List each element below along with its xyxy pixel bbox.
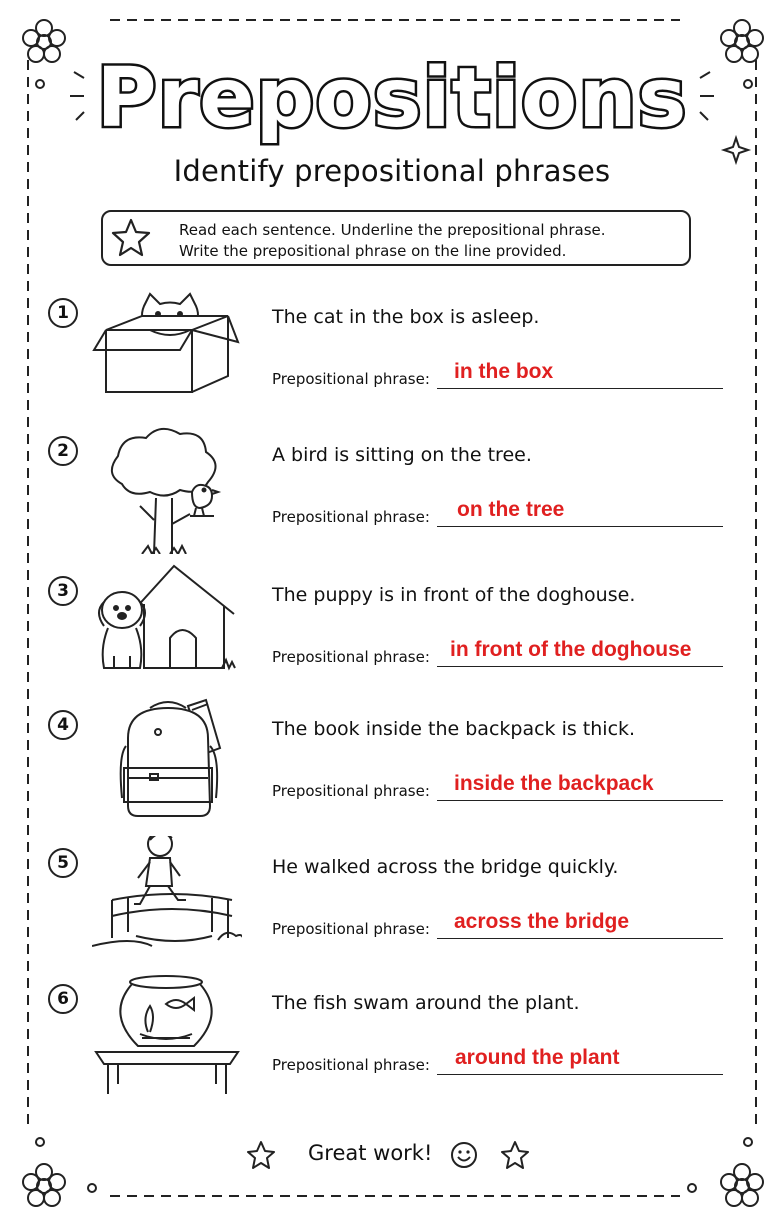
item-sentence: The book inside the backpack is thick. — [272, 718, 636, 740]
answer-line[interactable] — [437, 526, 723, 527]
item-number: 6 — [48, 984, 78, 1014]
page-subtitle: Identify prepositional phrases — [173, 154, 611, 188]
item-sentence: He walked across the bridge quickly. — [272, 856, 619, 878]
footer-text: Great work! — [308, 1141, 433, 1165]
answer-text: in front of the doghouse — [450, 638, 692, 661]
answer-line[interactable] — [437, 800, 723, 801]
answer-line[interactable] — [437, 1074, 723, 1075]
exercise-item-6 — [0, 984, 784, 1114]
answer-text: on the tree — [457, 498, 565, 521]
instructions-text — [179, 220, 606, 262]
answer-label: Prepositional phrase: — [272, 1056, 430, 1074]
answer-label: Prepositional phrase: — [272, 370, 430, 388]
exercise-item-4 — [0, 710, 784, 840]
answer-text: across the bridge — [454, 910, 630, 933]
answer-text: around the plant — [455, 1046, 620, 1069]
item-number: 2 — [48, 436, 78, 466]
fishbowl-icon — [92, 972, 242, 1102]
item-sentence: A bird is sitting on the tree. — [272, 444, 532, 466]
answer-line[interactable] — [437, 388, 723, 389]
instructions-line-2: Write the prepositional phrase on the line provided. — [179, 242, 567, 260]
puppy-doghouse-icon — [92, 564, 242, 694]
item-sentence: The cat in the box is asleep. — [272, 306, 540, 328]
item-sentence: The puppy is in front of the doghouse. — [272, 584, 636, 606]
smiley-icon — [449, 1140, 479, 1170]
backpack-book-icon — [92, 698, 242, 828]
item-number: 5 — [48, 848, 78, 878]
cat-in-box-icon — [92, 286, 242, 416]
footer — [0, 1138, 784, 1174]
exercise-item-3 — [0, 576, 784, 706]
item-sentence: The fish swam around the plant. — [272, 992, 580, 1014]
star-icon — [500, 1140, 530, 1170]
item-number: 1 — [48, 298, 78, 328]
title-heading — [80, 30, 704, 150]
answer-line[interactable] — [437, 666, 723, 667]
item-number: 3 — [48, 576, 78, 606]
answer-label: Prepositional phrase: — [272, 920, 430, 938]
star-icon — [246, 1140, 276, 1170]
answer-label: Prepositional phrase: — [272, 648, 430, 666]
boy-on-bridge-icon — [92, 836, 242, 966]
bird-on-tree-icon — [92, 424, 242, 554]
instructions-box — [101, 210, 691, 266]
instructions-line-1: Read each sentence. Underline the prepositional phrase. — [179, 221, 606, 239]
exercise-item-5 — [0, 848, 784, 978]
answer-label: Prepositional phrase: — [272, 782, 430, 800]
exercise-item-1 — [0, 298, 784, 428]
answer-text: inside the backpack — [454, 772, 654, 795]
exercise-item-2 — [0, 436, 784, 566]
item-number: 4 — [48, 710, 78, 740]
answer-label: Prepositional phrase: — [272, 508, 430, 526]
page-title: Prepositions — [96, 51, 688, 146]
answer-line[interactable] — [437, 938, 723, 939]
answer-text: in the box — [454, 360, 554, 383]
star-icon — [111, 217, 151, 257]
